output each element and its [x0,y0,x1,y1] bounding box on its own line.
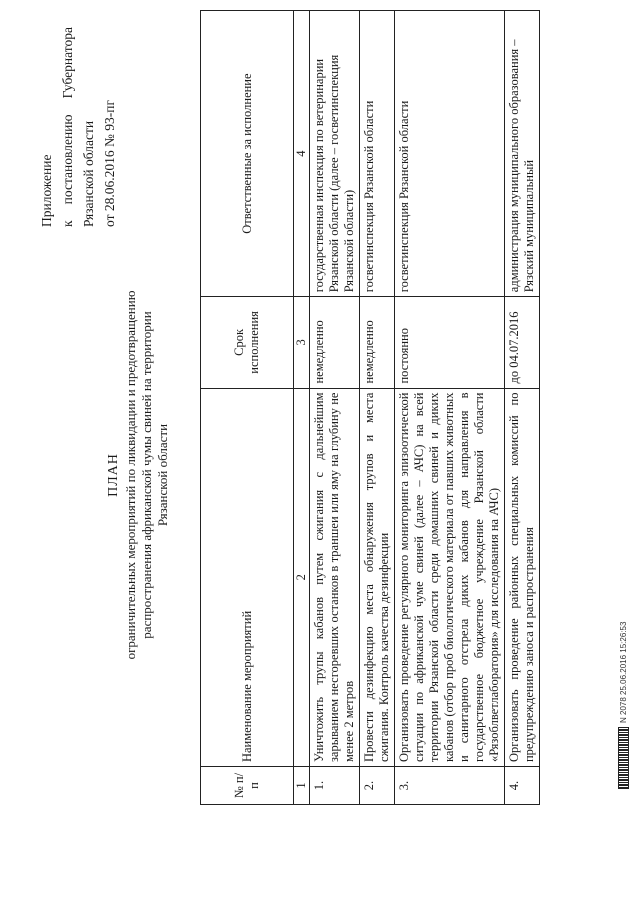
header-name: Наименование мероприятий [201,388,294,767]
row-term: постоянно [395,297,505,388]
approval-line-3: Рязанской области [81,120,96,227]
table-row [395,11,505,805]
row-number: 2. [360,767,395,805]
row-responsible: государственная инспекция по ветеринарии Рязанской области (далее – госветинспекция Рязанской области) [310,11,360,297]
approval-line-2 [57,27,78,227]
row-term: до 04.07.2016 [505,297,540,388]
column-number: 4 [294,11,310,297]
column-number-row [294,11,310,805]
row-responsible: госветинспекция Рязанской области [395,11,505,297]
measures-table [200,10,540,805]
approval-line-1: Приложение [39,154,54,227]
table-row [505,11,540,805]
approval-line-2a: к [60,220,75,227]
plan-title-line-1: ограничительных мероприятий по ликвидации и предотвращению [123,290,138,660]
row-responsible: госветинспекция Рязанской области [360,11,395,297]
row-measure: Организовать проведение районных специальных комиссий по предупреждению заноса и распространения [505,388,540,767]
table-row [310,11,360,805]
plan-title-line-3: Рязанской области [155,423,170,527]
row-measure: Уничтожить трупы кабанов путем сжигания с дальнейшим зарыванием несгоревших останков в траншеи или яму на глубину не менее 2 метров [310,388,360,767]
column-number: 3 [294,297,310,388]
approval-line-2c: Губернатора [60,27,75,99]
stamp-text: N 2078 25.06.2016 15:26:53 [619,621,628,723]
row-term: немедленно [360,297,395,388]
column-number: 1 [294,767,310,805]
row-number: 3. [395,767,505,805]
row-number: 4. [505,767,540,805]
column-number: 2 [294,388,310,767]
plan-heading: ПЛАН [106,453,121,497]
approval-line-4: от 28.06.2016 № 93-пг [102,100,117,227]
barcode-icon [618,727,629,789]
table-header-row [201,11,294,805]
row-measure: Организовать проведение регулярного мониторинга эпизоотической ситуации по африканской чуме свиней (далее – АЧС) на всей территории Рязанской области среди домашних свиней и диких кабанов (отбор проб биологического материала от павших животных и санитарного отстрела диких кабанов для направления в государственное бюджетное учреждение Рязанской области «Рязоблветлаборатория» для исследования на АЧС) [395,388,505,767]
header-responsible: Ответственные за исполнение [201,11,294,297]
row-measure: Провести дезинфекцию места обнаружения трупов и места сжигания. Контроль качества дезинфекции [360,388,395,767]
plan-title [106,195,171,755]
header-number: № п/п [201,767,294,805]
row-number: 1. [310,767,360,805]
registration-stamp [618,622,629,789]
header-term: Срок исполнения [201,297,294,388]
table-row [360,11,395,805]
approval-line-2b: постановлению [60,114,75,205]
row-term: немедленно [310,297,360,388]
plan-title-line-2: распространения африканской чумы свиней на территории [139,311,154,639]
row-responsible: администрация муниципального образования – Рязский муниципальный [505,11,540,297]
